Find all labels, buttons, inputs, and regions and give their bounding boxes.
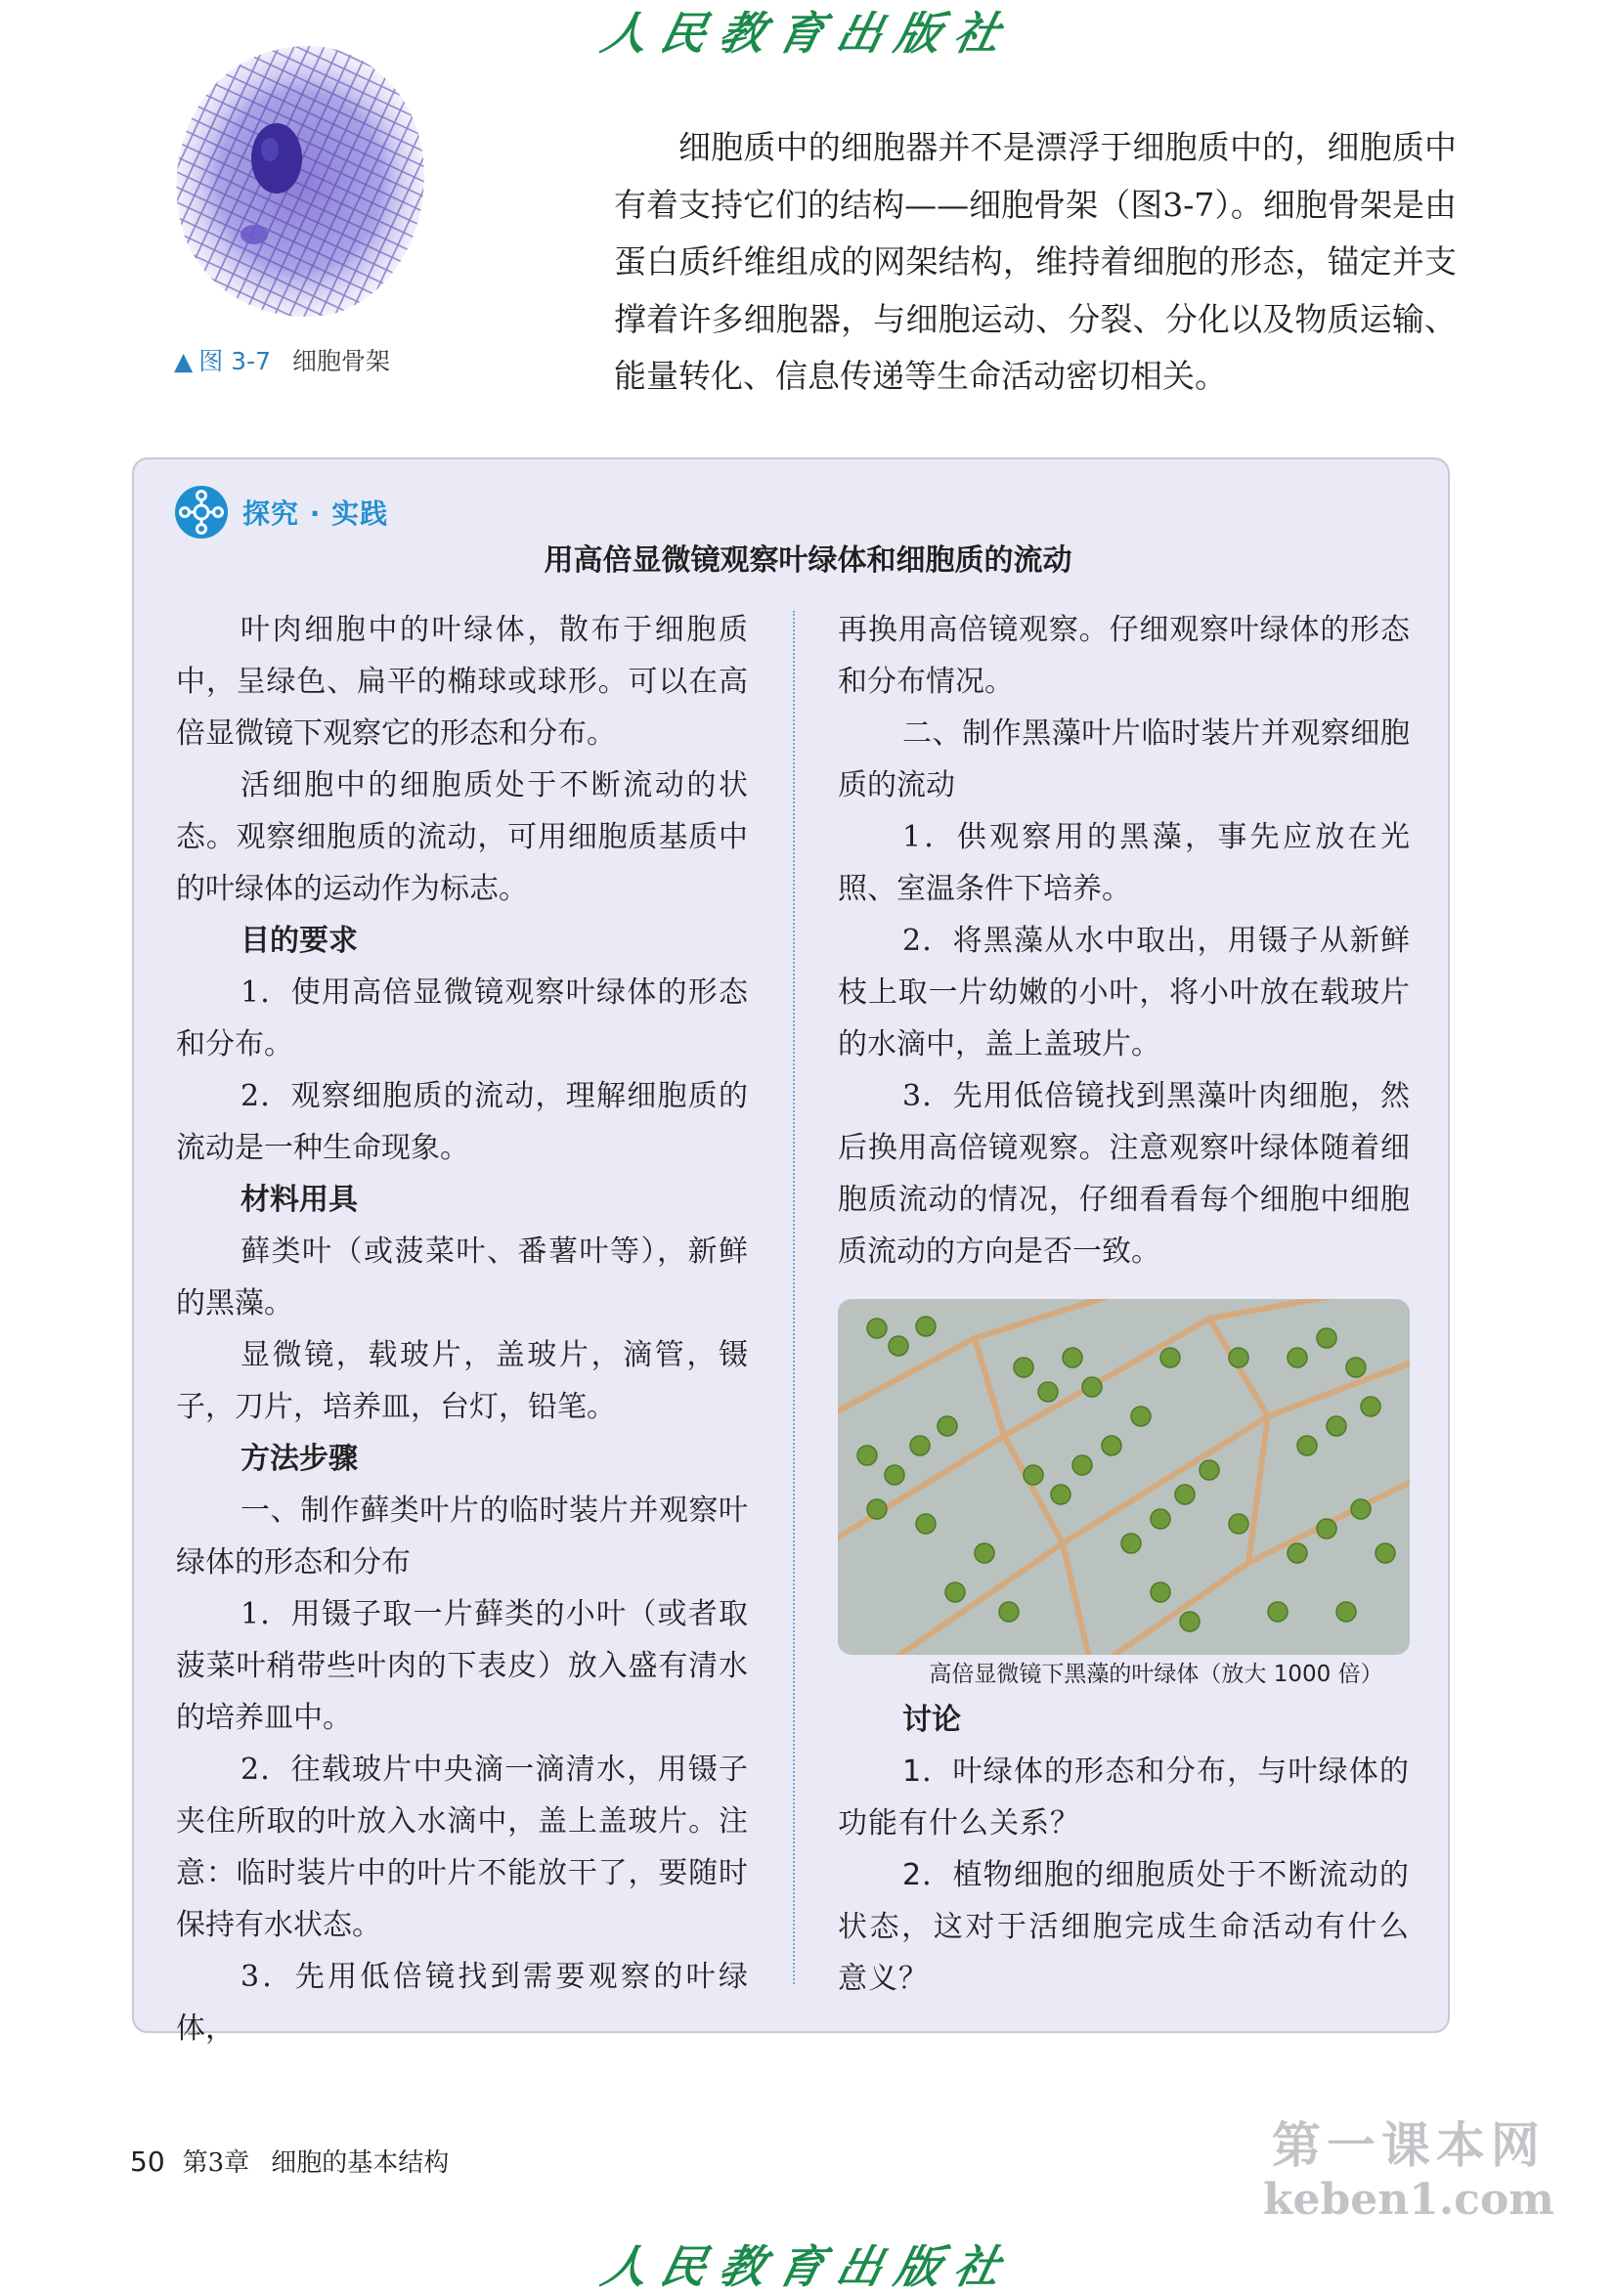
- discussion-question: 2．植物细胞的细胞质处于不断流动的状态，这对于活细胞完成生命活动有什么意义？: [838, 1858, 1410, 1996]
- watermark-text: 第一课本网: [1271, 2117, 1546, 2174]
- section-title: 用高倍显微镜观察叶绿体和细胞质的流动: [544, 543, 1072, 578]
- paragraph: 3．先用低倍镜找到黑藻叶肉细胞，然后换用高倍镜观察。注意观察叶绿体随着细胞质流动的情况，仔细看看每个细胞中细胞质流动的方向是否一致。: [838, 1079, 1410, 1269]
- section-label: 探究 · 实践: [242, 498, 389, 530]
- right-column: [838, 604, 1410, 2005]
- left-column: [176, 604, 748, 2055]
- paragraph: 二、制作黑藻叶片临时装片并观察细胞质的流动: [838, 716, 1410, 802]
- publisher-logo-top: 人民教育出版社: [596, 7, 1019, 60]
- subheading-steps: 方法步骤: [240, 1442, 358, 1476]
- publisher-logo-bottom: 人民教育出版社: [596, 2240, 1019, 2293]
- paragraph: 一、制作藓类叶片的临时装片并观察叶绿体的形态和分布: [176, 1494, 748, 1580]
- paragraph: 活细胞中的细胞质处于不断流动的状态。观察细胞质的流动，可用细胞质基质中的叶绿体的运动作为标志。: [176, 768, 748, 906]
- paragraph: 1．用镊子取一片藓类的小叶（或者取菠菜叶稍带些叶肉的下表皮）放入盛有清水的培养皿中。: [176, 1597, 748, 1735]
- paragraph: 叶肉细胞中的叶绿体，散布于细胞质中，呈绿色、扁平的椭球或球形。可以在高倍显微镜下观察它的形态和分布。: [176, 613, 748, 751]
- figure-caption: [174, 342, 390, 377]
- page-number: 50: [130, 2145, 165, 2178]
- paragraph: 1．供观察用的黑藻，事先应放在光照、室温条件下培养。: [838, 820, 1410, 906]
- paragraph: 显微镜，载玻片，盖玻片，滴管，镊子，刀片，培养皿，台灯，铅笔。: [176, 1338, 748, 1424]
- paragraph: 3．先用低倍镜找到需要观察的叶绿体，: [176, 1960, 748, 2046]
- subheading-materials: 材料用具: [240, 1183, 358, 1217]
- subheading-goals: 目的要求: [240, 924, 358, 958]
- paragraph: 2．往载玻片中央滴一滴清水，用镊子夹住所取的叶放入水滴中，盖上盖玻片。注意：临时装片中的叶片不能放干了，要随时保持有水状态。: [176, 1753, 748, 1942]
- column-divider: [793, 611, 795, 1984]
- triangle-icon: ▲: [174, 347, 194, 375]
- figure-number: 图 3-7: [198, 347, 272, 375]
- watermark: [1263, 2116, 1554, 2226]
- chloroplast-micrograph: [838, 1299, 1410, 1655]
- paragraph: 藓类叶（或菠菜叶、番薯叶等），新鲜的黑藻。: [176, 1235, 748, 1321]
- cytoskeleton-image: [156, 34, 440, 327]
- discussion-question: 1．叶绿体的形态和分布，与叶绿体的功能有什么关系？: [838, 1754, 1410, 1841]
- watermark-url: keben1.com: [1263, 2175, 1554, 2225]
- chapter-number: 第3章: [182, 2148, 250, 2178]
- subheading-discussion: 讨论: [902, 1703, 961, 1737]
- micrograph-caption: 高倍显微镜下黑藻的叶绿体（放大 1000 倍）: [929, 1662, 1383, 1687]
- paragraph: 1．使用高倍显微镜观察叶绿体的形态和分布。: [176, 975, 748, 1061]
- discussion: [838, 1694, 1410, 2005]
- figure-label: 细胞骨架: [292, 347, 391, 375]
- chapter-title: 细胞的基本结构: [271, 2148, 450, 2178]
- intro-paragraph: 细胞质中的细胞器并不是漂浮于细胞质中的，细胞质中有着支持它们的结构——细胞骨架（图3-7）。细胞骨架是由蛋白质纤维组成的网架结构，维持着细胞的形态，锚定并支撑着许多细胞器，与细胞运动、分裂、分化以及物质运输、能量转化、信息传递等生命活动密切相关。: [614, 128, 1457, 395]
- paragraph: 再换用高倍镜观察。仔细观察叶绿体的形态和分布情况。: [838, 613, 1410, 699]
- paragraph: 2．将黑藻从水中取出，用镊子从新鲜枝上取一片幼嫩的小叶，将小叶放在载玻片的水滴中，盖上盖玻片。: [838, 924, 1410, 1061]
- molecule-icon: [174, 485, 229, 540]
- page-footer: [130, 2143, 449, 2179]
- paragraph: 2．观察细胞质的流动，理解细胞质的流动是一种生命现象。: [176, 1079, 748, 1165]
- section-header: [174, 485, 388, 540]
